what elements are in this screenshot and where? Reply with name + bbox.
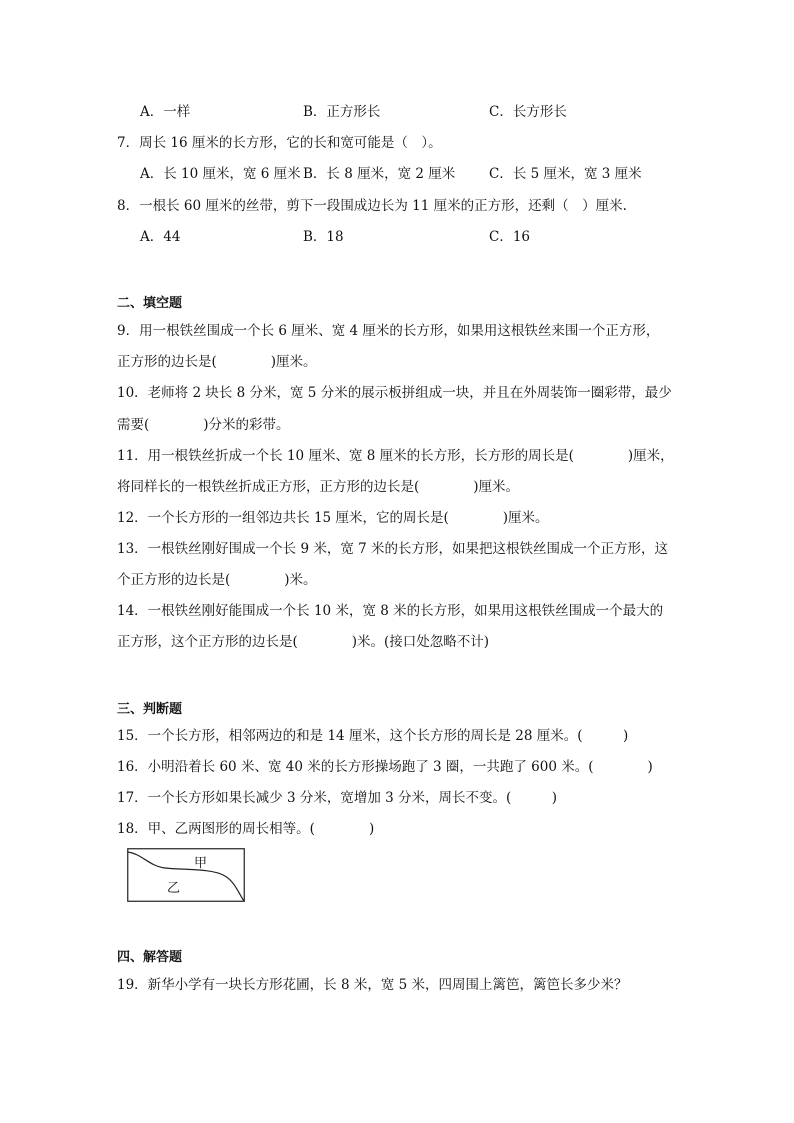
q19-question: 19．新华小学有一块长方形花圃，长 8 米，宽 5 米，四周围上篱笆，篱笆长多少米？	[117, 977, 628, 993]
region-label-yi: 乙	[167, 881, 181, 896]
q7-option-a: A．长 10 厘米，宽 6 厘米	[140, 166, 301, 182]
q8-option-c: C．16	[489, 229, 531, 245]
q8-option-a: A．44	[140, 229, 181, 245]
q6-option-c: C．长方形长	[489, 104, 567, 120]
dividing-curve	[128, 852, 244, 901]
q8-option-b: B．18	[303, 229, 344, 245]
section-heading-fill-in: 二、填空题	[117, 296, 183, 311]
q14-line-2: 正方形，这个正方形的边长是( )米。(接口处忽略不计)	[117, 634, 490, 650]
q7-option-b: B．长 8 厘米，宽 2 厘米	[303, 166, 456, 182]
q11-line-1: 11．用一根铁丝折成一个长 10 厘米、宽 8 厘米的长方形，长方形的周长是( )厘米，	[117, 448, 674, 464]
q18-question: 18．甲、乙两图形的周长相等。( )	[117, 821, 375, 837]
section-heading-true-false: 三、判断题	[117, 702, 183, 717]
q6-option-a: A．一样	[140, 104, 191, 120]
q9-line-1: 9．用一根铁丝围成一个长 6 厘米、宽 4 厘米的长方形，如果用这根铁丝来围一个正方形，	[117, 323, 660, 339]
q17-question: 17．一个长方形如果长减少 3 分米，宽增加 3 分米，周长不变。( )	[117, 790, 558, 806]
q10-line-1: 10．老师将 2 块长 8 分米，宽 5 分米的展示板拼组成一块，并且在外周装饰一圈彩带，最少	[117, 385, 672, 401]
outer-rectangle	[128, 849, 245, 902]
rectangle-curve-diagram	[127, 848, 245, 902]
q14-line-1: 14．一根铁丝刚好能围成一个长 10 米，宽 8 米的长方形，如果用这根铁丝围成一个最大的	[117, 603, 664, 619]
q13-line-2: 个正方形的边长是( )米。	[117, 572, 317, 588]
q16-question: 16．小明沿着长 60 米、宽 40 米的长方形操场跑了 3 圈，一共跑了 600 米。( )	[117, 759, 653, 775]
q12-line-1: 12．一个长方形的一组邻边共长 15 厘米，它的周长是( )厘米。	[117, 510, 549, 526]
q13-line-1: 13．一根铁丝刚好围成一个长 9 米，宽 7 米的长方形，如果把这根铁丝围成一个正方形，这	[117, 541, 669, 557]
q15-question: 15．一个长方形，相邻两边的和是 14 厘米，这个长方形的周长是 28 厘米。( )	[117, 728, 629, 744]
section-heading-solutions: 四、解答题	[117, 950, 183, 965]
q7-option-c: C．长 5 厘米，宽 3 厘米	[489, 166, 642, 182]
q9-line-2: 正方形的边长是( )厘米。	[117, 354, 317, 370]
q18-figure	[127, 848, 245, 902]
q10-line-2: 需要( )分米的彩带。	[117, 417, 290, 433]
q8-question: 8．一根长 60 厘米的丝带，剪下一段围成边长为 11 厘米的正方形，还剩（ ）厘米.	[117, 198, 627, 214]
q7-question: 7．周长 16 厘米的长方形，它的长和宽可能是（ ）。	[117, 135, 442, 151]
q11-line-2: 将同样长的一根铁丝折成正方形，正方形的边长是( )厘米。	[117, 479, 520, 495]
q6-option-b: B．正方形长	[303, 104, 381, 120]
region-label-jia: 甲	[194, 856, 208, 871]
